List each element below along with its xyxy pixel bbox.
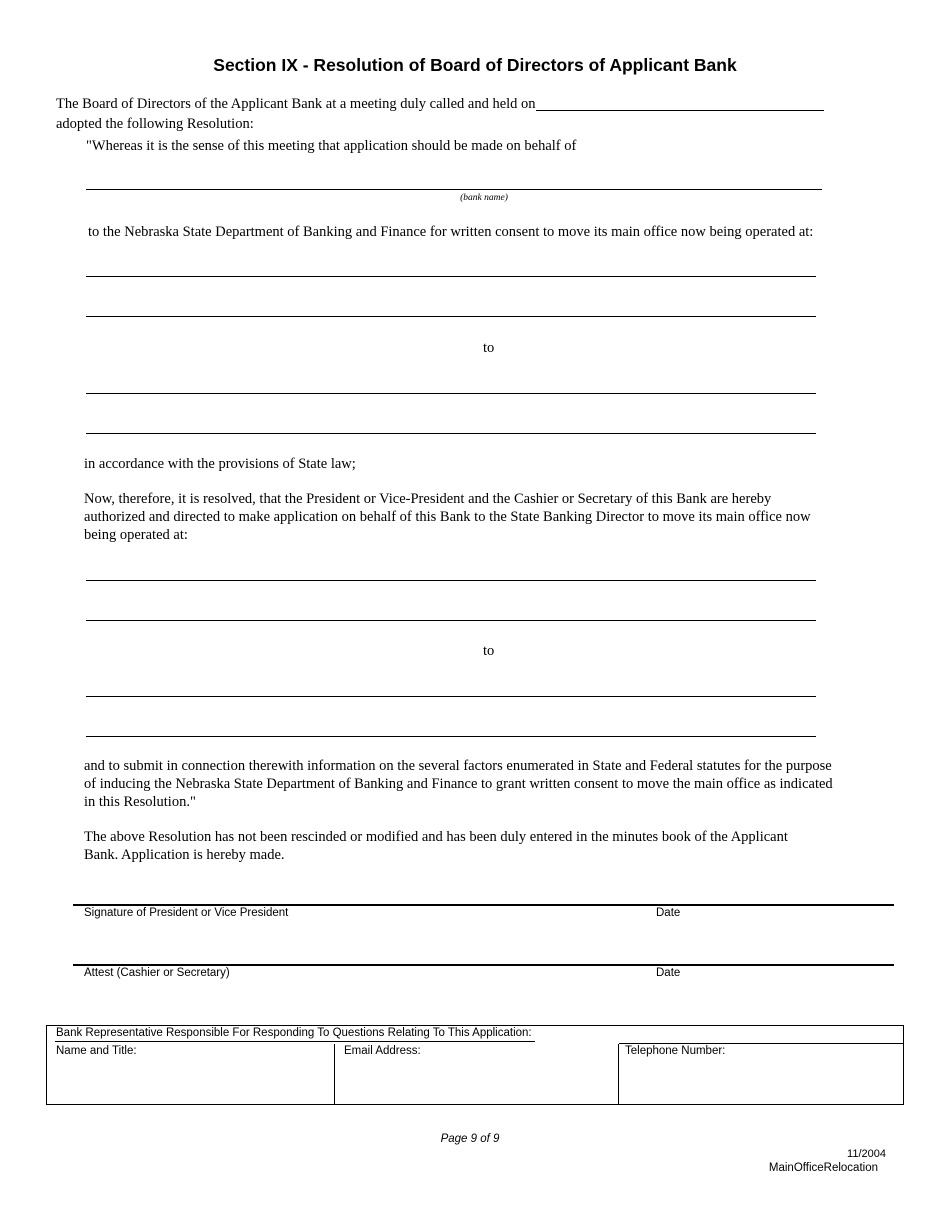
resolved-new-address-line-1[interactable] [86, 696, 816, 697]
telephone-label: Telephone Number: [625, 1045, 726, 1057]
current-address-line-2[interactable] [86, 316, 816, 317]
meeting-date-field[interactable] [536, 110, 824, 111]
now-therefore-paragraph: Now, therefore, it is resolved, that the President or Vice-President and the Cashier or Secretary of this Bank are hereby authorized and directed to make application on behalf of this Bank to the State Banking Director to move its main office now being operated at: [84, 491, 811, 543]
intro-text-line-2: adopted the following Resolution: [56, 116, 254, 132]
attest-signature-label: Attest (Cashier or Secretary) [84, 967, 230, 979]
current-address-line-1[interactable] [86, 276, 816, 277]
president-date-label: Date [656, 907, 681, 919]
submit-paragraph: and to submit in connection therewith information on the several factors enumerated in State and Federal statutes for the purpose of inducing the Nebraska State Department of Banking and Finance to grant written consent to move the main office as indicated in this Resolution." [84, 758, 833, 810]
page-title: Section IX - Resolution of Board of Directors of Applicant Bank [213, 55, 737, 75]
attest-signature-line[interactable] [73, 964, 894, 966]
email-cell[interactable] [335, 1044, 619, 1104]
contact-box-heading: Bank Representative Responsible For Responding To Questions Relating To This Application: [56, 1027, 532, 1039]
to-separator-1: to [483, 340, 495, 356]
name-title-cell[interactable] [47, 1044, 335, 1104]
above-resolution-paragraph: The above Resolution has not been rescinded or modified and has been duly entered in the minutes book of the Applicant Bank. Application is hereby made. [84, 829, 788, 863]
president-signature-line[interactable] [73, 904, 894, 906]
intro-text-line-1: The Board of Directors of the Applicant Bank at a meeting duly called and held on [56, 96, 536, 112]
bank-name-field[interactable] [86, 189, 822, 190]
form-date-code: 11/2004 [847, 1148, 886, 1160]
president-signature-label: Signature of President or Vice President [84, 907, 289, 919]
name-title-label: Name and Title: [56, 1045, 137, 1057]
contact-box [46, 1025, 904, 1105]
whereas-text: "Whereas it is the sense of this meeting that application should be made on behalf of [86, 138, 577, 154]
resolved-new-address-line-2[interactable] [86, 736, 816, 737]
resolved-current-address-line-2[interactable] [86, 620, 816, 621]
new-address-line-1[interactable] [86, 393, 816, 394]
email-label: Email Address: [344, 1045, 421, 1057]
contact-heading-underline [55, 1041, 535, 1042]
attest-date-label: Date [656, 967, 681, 979]
new-address-line-2[interactable] [86, 433, 816, 434]
form-name: MainOfficeRelocation [768, 1162, 878, 1174]
bank-name-caption: (bank name) [460, 193, 508, 203]
resolved-current-address-line-1[interactable] [86, 580, 816, 581]
to-separator-2: to [483, 643, 495, 659]
telephone-cell[interactable] [619, 1044, 903, 1104]
accordance-text: in accordance with the provisions of State law; [84, 456, 356, 472]
to-department-text: to the Nebraska State Department of Banking and Finance for written consent to move its main office now being operated at: [88, 224, 814, 240]
page-number: Page 9 of 9 [440, 1133, 500, 1145]
